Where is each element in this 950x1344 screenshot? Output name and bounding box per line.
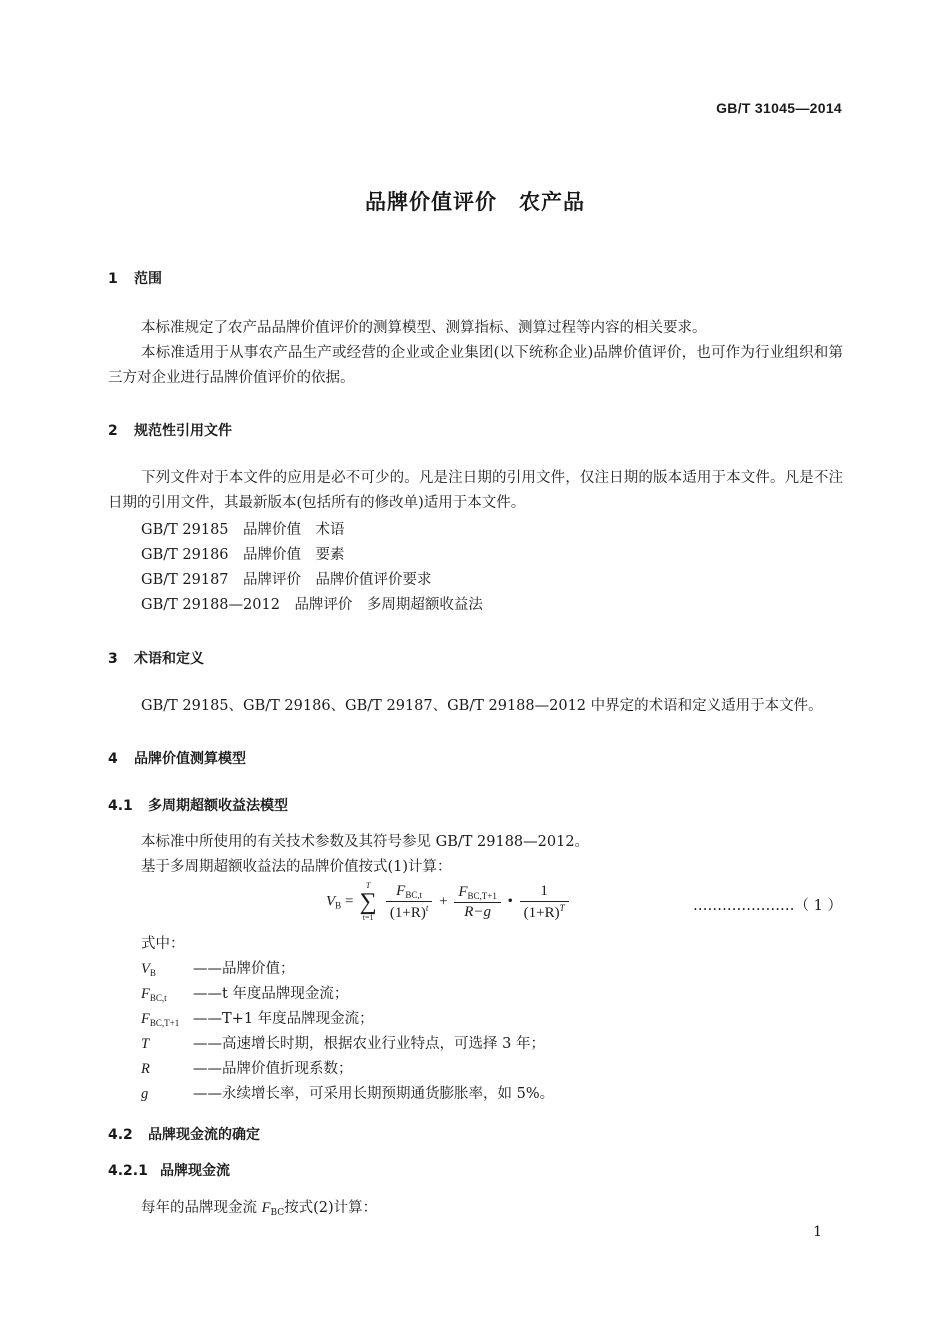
- section-heading: [108, 748, 246, 768]
- reference-item: [141, 543, 345, 564]
- frac-num-sub: BC,T+1: [467, 890, 497, 901]
- symbol: F: [141, 986, 150, 1002]
- reference-item: [141, 568, 432, 589]
- symbol-sub: BC,t: [149, 993, 167, 1003]
- symbol-row: [141, 1057, 353, 1078]
- fraction-2: [454, 884, 501, 921]
- symbol-row: [141, 1082, 554, 1103]
- section-number: 2: [108, 423, 118, 439]
- ref-code: GB/T 29188—2012: [141, 597, 280, 613]
- paragraph: 下列文件对于本文件的应用是必不可少的。凡是注日期的引用文件，仅注日期的版本适用于本文件。凡是不注日期的引用文件，其最新版本(包括所有的修改单)适用于本文件。: [108, 470, 843, 511]
- reference-item: [141, 593, 483, 614]
- symbol: F: [141, 1011, 150, 1027]
- standard-number: GB/T 31045—2014: [716, 100, 842, 116]
- paragraph: GB/T 29185、GB/T 29186、GB/T 29187、GB/T 29188—2012 中界定的术语和定义适用于本文件。: [141, 698, 823, 714]
- symbol: g: [141, 1086, 149, 1102]
- section-title: 品牌价值测算模型: [134, 751, 246, 767]
- section-heading: [108, 648, 204, 668]
- ref-name: 品牌评价 品牌价值评价要求: [243, 572, 432, 588]
- section-number: 4.2: [108, 1127, 133, 1143]
- symbol: R: [141, 1061, 150, 1077]
- ref-name: 品牌价值 要素: [243, 547, 345, 563]
- section-title: 品牌现金流的确定: [148, 1127, 260, 1143]
- paragraph: 本标准中所使用的有关技术参数及其符号参见 GB/T 29188—2012。: [141, 834, 590, 850]
- text: 每年的品牌现金流: [141, 1200, 262, 1216]
- formula-lhs-sub: B: [335, 900, 342, 911]
- sigma-icon: ∑: [359, 889, 377, 915]
- sum-sign: [357, 882, 379, 922]
- ref-code: GB/T 29187: [141, 572, 229, 588]
- frac-den-sup: T: [559, 902, 565, 913]
- section-number: 4: [108, 751, 118, 767]
- page-title: 品牌价值评价 农产品: [365, 190, 585, 214]
- frac-den: R−g: [464, 903, 492, 920]
- symbol-sub: B: [149, 968, 156, 978]
- symbol-desc: ——品牌价值；: [193, 961, 295, 977]
- text: 按式(2)计算：: [284, 1200, 378, 1216]
- symbol-desc: ——高速增长时期，根据农业行业特点，可选择 3 年；: [193, 1036, 545, 1052]
- section-title: 范围: [134, 271, 162, 287]
- equation-number: …………………（ 1 ）: [693, 898, 842, 914]
- sum-upper: T: [365, 881, 371, 890]
- frac-den: (1+R): [389, 904, 426, 921]
- section-heading: [108, 268, 162, 288]
- formula-plus: +: [439, 893, 448, 910]
- formula-lhs: V: [326, 893, 336, 910]
- frac-den: (1+R): [523, 904, 560, 921]
- frac-num: F: [458, 883, 468, 900]
- symbol-desc: ——T+1 年度品牌现金流；: [193, 1011, 374, 1027]
- symbol: T: [141, 1036, 150, 1052]
- section-title: 规范性引用文件: [134, 423, 232, 439]
- section-number: 4.1: [108, 798, 133, 814]
- sum-lower: t=1: [362, 913, 374, 922]
- section-title: 术语和定义: [134, 651, 204, 667]
- paragraph: 本标准规定了农产品品牌价值评价的测算模型、测算指标、测算过程等内容的相关要求。: [141, 320, 707, 336]
- ref-name: 品牌评价 多周期超额收益法: [294, 597, 483, 613]
- subsection-heading: [108, 795, 288, 815]
- symbol-row: [141, 957, 295, 978]
- formula-equals: =: [344, 893, 354, 910]
- section-number: 1: [108, 271, 118, 287]
- ref-code: GB/T 29186: [141, 547, 229, 563]
- fraction-1: [386, 883, 432, 922]
- subsection-heading: [108, 1160, 230, 1180]
- where-label: 式中：: [141, 936, 185, 952]
- paragraph: 本标准适用于从事农产品生产或经营的企业或企业集团(以下统称企业)品牌价值评价，也可作为行业组织和第三方对企业进行品牌价值评价的依据。: [108, 345, 843, 386]
- symbol-desc: ——永续增长率，可采用长期预期通货膨胀率，如 5%。: [193, 1086, 555, 1102]
- section-title: 品牌现金流: [160, 1163, 230, 1179]
- frac-num-sub: BC,t: [405, 889, 423, 900]
- section-title: 多周期超额收益法模型: [148, 798, 288, 814]
- ref-name: 品牌价值 术语: [243, 522, 345, 538]
- ref-code: GB/T 29185: [141, 522, 229, 538]
- paragraph: [141, 1196, 377, 1218]
- formula-1: [326, 882, 572, 926]
- page-number: 1: [813, 1224, 822, 1240]
- symbol-desc: ——t 年度品牌现金流；: [193, 986, 349, 1002]
- symbol-sub: BC: [270, 1208, 285, 1218]
- formula-dot: •: [507, 893, 513, 910]
- frac-num: F: [396, 882, 406, 899]
- section-number: 3: [108, 651, 118, 667]
- subsection-heading: [108, 1124, 260, 1144]
- symbol-row: [141, 1032, 545, 1053]
- frac-num: 1: [520, 883, 569, 902]
- symbol-desc: ——品牌价值折现系数；: [193, 1061, 353, 1077]
- paragraph: 基于多周期超额收益法的品牌价值按式(1)计算：: [141, 859, 452, 875]
- reference-item: [141, 518, 345, 539]
- frac-den-sup: t: [425, 902, 429, 913]
- symbol-sub: BC,T+1: [149, 1018, 180, 1028]
- symbol: F: [261, 1200, 271, 1216]
- section-number: 4.2.1: [108, 1163, 148, 1179]
- fraction-3: [520, 883, 569, 922]
- symbol: V: [141, 961, 150, 977]
- section-heading: [108, 420, 232, 440]
- symbol-row: [141, 1007, 374, 1028]
- symbol-row: [141, 982, 348, 1003]
